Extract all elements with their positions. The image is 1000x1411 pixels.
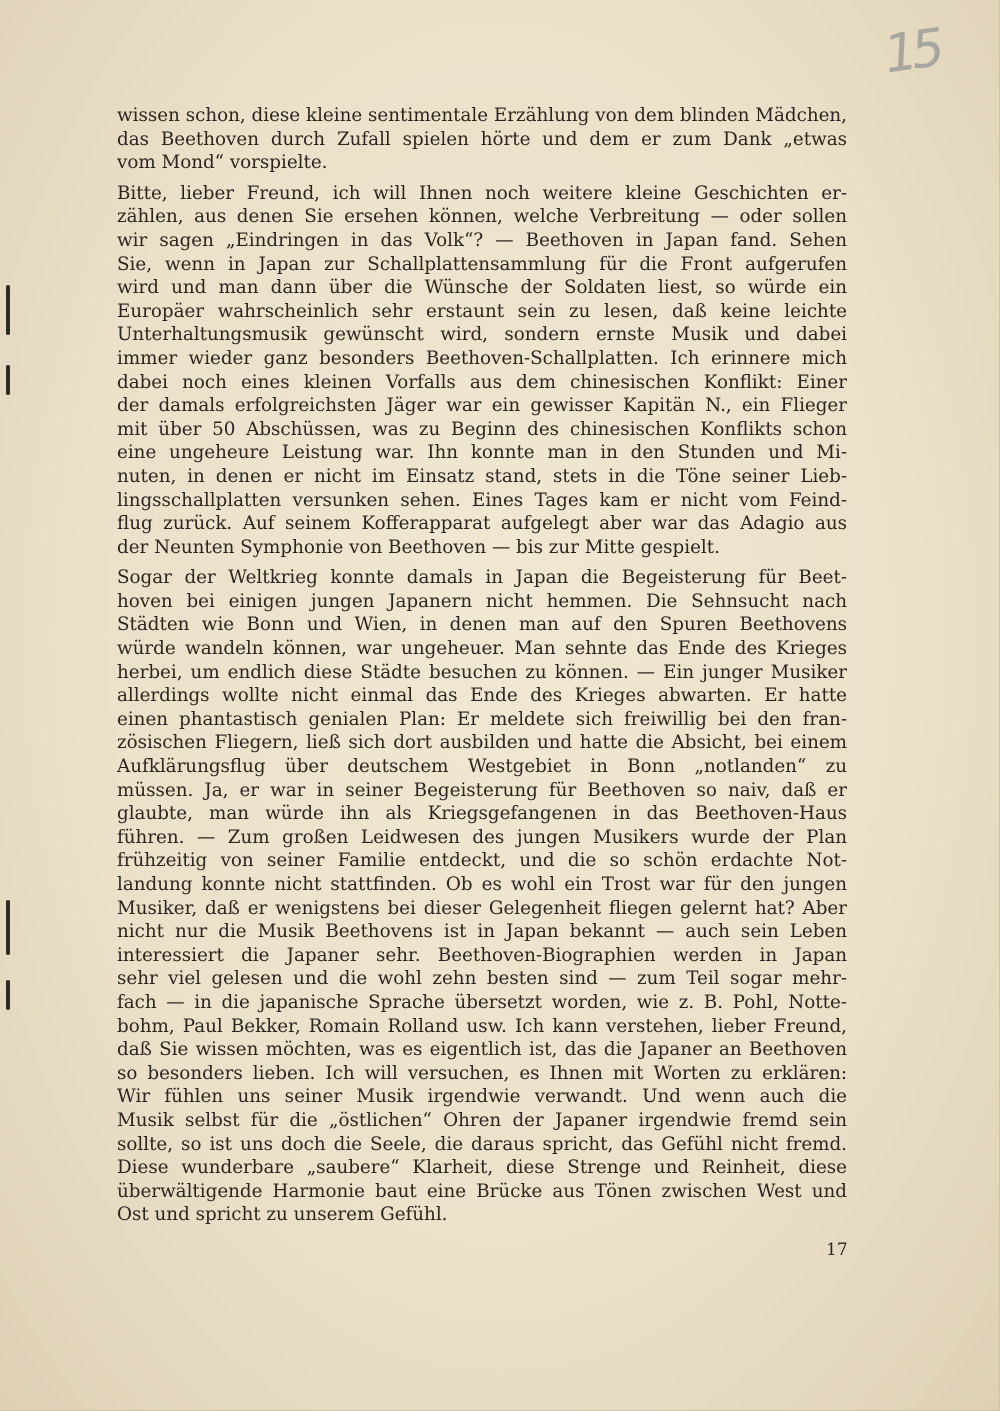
text-line: landung konnte nicht stattfinden. Ob es wohl ein Trost war für den jungen (117, 874, 847, 895)
text-line: würde wandeln können, war ungeheuer. Man sehnte das Ende des Krieges (117, 638, 847, 660)
page-number: 17 (826, 1240, 848, 1260)
text-line: hoven bei einigen jungen Japanern nicht hemmen. Die Sehnsucht nach (117, 590, 847, 612)
text-line: daß Sie wissen möchten, was es eigentlich ist, das die Japaner an Beethoven (117, 1039, 847, 1061)
text-line: Bitte, lieber Freund, ich will Ihnen noch weitere kleine Geschichten er- (117, 182, 847, 204)
text-line: fach — in die japanische Sprache übersetzt worden, wie z. B. Pohl, Notte- (117, 991, 847, 1013)
text-line: vom Mond“ vorspielte. (117, 152, 328, 174)
binding-mark (6, 980, 10, 1010)
text-line: eine ungeheure Leistung war. Ihn konnte man in den Stunden und Mi- (117, 442, 847, 464)
text-line: wird und man dann über die Wünsche der Soldaten liest, so würde ein (117, 277, 847, 299)
text-line: Sie, wenn in Japan zur Schallplattensammlung für die Front aufgerufen (117, 253, 847, 275)
text-line: herbei, um endlich diese Städte besuchen zu können. — Ein junger Musiker (117, 661, 847, 683)
binding-mark (6, 285, 10, 335)
text-line: sollte, so ist uns doch die Seele, die daraus spricht, das Gefühl nicht fremd. (117, 1133, 847, 1155)
text-line: das Beethoven durch Zufall spielen hörte und dem er zum Dank „etwas (117, 128, 847, 150)
text-line: zösischen Fliegern, ließ sich dort ausbilden und hatte die Absicht, bei einem (117, 732, 847, 754)
text-line: nicht nur die Musik Beethovens ist in Japan bekannt — auch sein Leben (117, 921, 847, 943)
paragraph (117, 104, 847, 175)
text-line: mit über 50 Abschüssen, was zu Beginn des chinesischen Konflikts schon (117, 418, 847, 440)
text-line: der Neunten Symphonie von Beethoven — bis zur Mitte gespielt. (117, 536, 720, 558)
text-line: einen phantastisch genialen Plan: Er meldete sich freiwillig bei den fran- (117, 708, 847, 730)
text-line: Ost und spricht zu unserem Gefühl. (117, 1204, 448, 1226)
text-line: so besonders lieben. Ich will versuchen, es Ihnen mit Worten zu erklären: (117, 1062, 847, 1084)
text-line: sehr viel gelesen und die wohl zehn besten sind — zum Teil sogar mehr- (117, 968, 847, 990)
text-line: zählen, aus denen Sie ersehen können, welche Verbreitung — oder sollen (117, 206, 847, 228)
text-line: Wir fühlen uns seiner Musik irgendwie verwandt. Und wenn auch die (117, 1086, 847, 1108)
text-line: müssen. Ja, er war in seiner Begeisterung für Beethoven so naiv, daß er (117, 779, 847, 801)
text-line: wir sagen „Eindringen in das Volk“? — Beethoven in Japan fand. Sehen (117, 229, 847, 251)
text-line: Diese wunderbare „saubere“ Klarheit, diese Strenge und Reinheit, diese (117, 1157, 847, 1179)
text-line: Unterhaltungsmusik gewünscht wird, sondern ernste Musik und dabei (117, 324, 847, 346)
text-line: der damals erfolgreichsten Jäger war ein gewisser Kapitän N., ein Flieger (117, 395, 847, 417)
text-line: dabei noch eines kleinen Vorfalls aus dem chinesischen Konflikt: Einer (117, 371, 847, 393)
pencil-page-note: 15 (880, 18, 943, 86)
text-line: Aufklärungsflug über deutschem Westgebiet in Bonn „notlanden“ zu (117, 756, 847, 778)
body-text (117, 104, 847, 1234)
paragraph (117, 182, 847, 560)
text-line: immer wieder ganz besonders Beethoven-Schallplatten. Ich erinnere mich (117, 347, 847, 369)
text-line: flug zurück. Auf seinem Kofferapparat aufgelegt aber war das Adagio aus (117, 513, 847, 535)
text-line: Europäer wahrscheinlich sehr erstaunt sein zu lesen, daß keine leichte (117, 300, 847, 322)
text-line: frühzeitig von seiner Familie entdeckt, und die so schön erdachte Not- (117, 850, 847, 872)
text-line: Städten wie Bonn und Wien, in denen man auf den Spuren Beethovens (117, 614, 847, 636)
binding-mark (6, 365, 10, 395)
text-line: allerdings wollte nicht einmal das Ende des Krieges abwarten. Er hatte (117, 685, 847, 707)
text-line: überwältigende Harmonie baut eine Brücke aus Tönen zwischen West und (117, 1180, 847, 1202)
text-line: bohm, Paul Bekker, Romain Rolland usw. Ich kann verstehen, lieber Freund, (117, 1015, 847, 1037)
text-line: wissen schon, diese kleine sentimentale Erzählung von dem blinden Mädchen, (117, 105, 847, 126)
text-line: lingsschallplatten versunken sehen. Eines Tages kam er nicht vom Feind- (117, 489, 847, 511)
text-line: Sogar der Weltkrieg konnte damals in Japan die Begeisterung für Beet- (117, 567, 847, 589)
text-line: Musik selbst für die „östlichen“ Ohren der Japaner irgendwie fremd sein (117, 1109, 847, 1131)
text-line: glaubte, man würde ihn als Kriegsgefangenen in das Beethoven-Haus (117, 803, 847, 825)
text-line: führen. — Zum großen Leidwesen des jungen Musikers wurde der Plan (117, 826, 847, 848)
paragraph (117, 566, 847, 1227)
text-line: nuten, in denen er nicht im Einsatz stand, stets in die Töne seiner Lieb- (117, 465, 847, 487)
text-line: Musiker, daß er wenigstens bei dieser Gelegenheit fliegen gelernt hat? Aber (117, 897, 847, 919)
text-line: interessiert die Japaner sehr. Beethoven-Biographien werden in Japan (117, 944, 847, 966)
binding-mark (6, 900, 10, 955)
